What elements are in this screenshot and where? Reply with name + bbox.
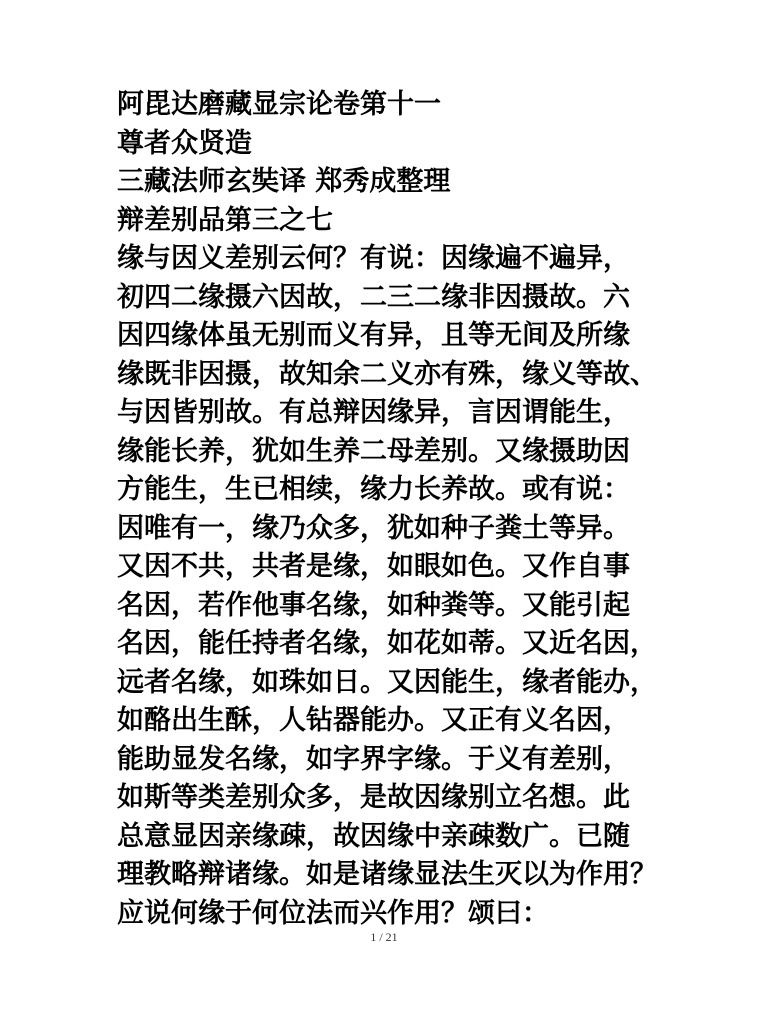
body-line: 如斯等类差别众多，是故因缘别立名想。此 xyxy=(117,782,630,813)
body-line: 初四二缘摄六因故，二三二缘非因摄故。六 xyxy=(117,281,630,313)
author-line: 尊者众贤造 xyxy=(117,127,252,159)
body-line: 因唯有一，缘乃众多，犹如种子粪土等异。 xyxy=(117,512,630,544)
body-line: 方能生，生已相续，缘力长养故。或有说： xyxy=(117,474,630,505)
document-body xyxy=(117,86,677,933)
body-line: 理教略辩诸缘。如是诸缘显法生灭以为作用？ xyxy=(117,859,657,890)
body-line: 能助显发名缘，如字界字缘。于义有差别， xyxy=(117,743,630,775)
body-line: 缘与因义差别云何？有说：因缘遍不遍异， xyxy=(117,243,630,274)
body-line: 因四缘体虽无别而义有异，且等无间及所缘 xyxy=(117,320,630,351)
body-line: 如酪出生酥，人钻器能办。又正有义名因， xyxy=(117,705,630,736)
title-line: 阿毘达磨藏显宗论卷第十一 xyxy=(117,89,441,120)
body-line: 又因不共，共者是缘，如眼如色。又作自事 xyxy=(117,551,630,582)
body-line: 远者名缘，如珠如日。又因能生，缘者能办， xyxy=(117,666,657,698)
body-line: 缘既非因摄，故知余二义亦有殊，缘义等故、 xyxy=(117,358,657,390)
body-line: 缘能长养，犹如生养二母差别。又缘摄助因 xyxy=(117,435,630,467)
body-line: 名因，若作他事名缘，如种粪等。又能引起 xyxy=(117,589,630,621)
chapter-heading: 辩差别品第三之七 xyxy=(117,204,333,236)
body-line: 与因皆别故。有总辩因缘异，言因谓能生， xyxy=(117,397,630,428)
page-number: 1 / 21 xyxy=(370,930,398,944)
translator-line: 三藏法师玄奘译 郑秀成整理 xyxy=(117,166,451,197)
body-line: 名因，能任持者名缘，如花如蒂。又近名因， xyxy=(117,628,657,659)
body-line: 应说何缘于何位法而兴作用？颂曰： xyxy=(117,897,549,929)
body-line: 总意显因亲缘疎，故因缘中亲疎数广。已随 xyxy=(117,820,630,852)
